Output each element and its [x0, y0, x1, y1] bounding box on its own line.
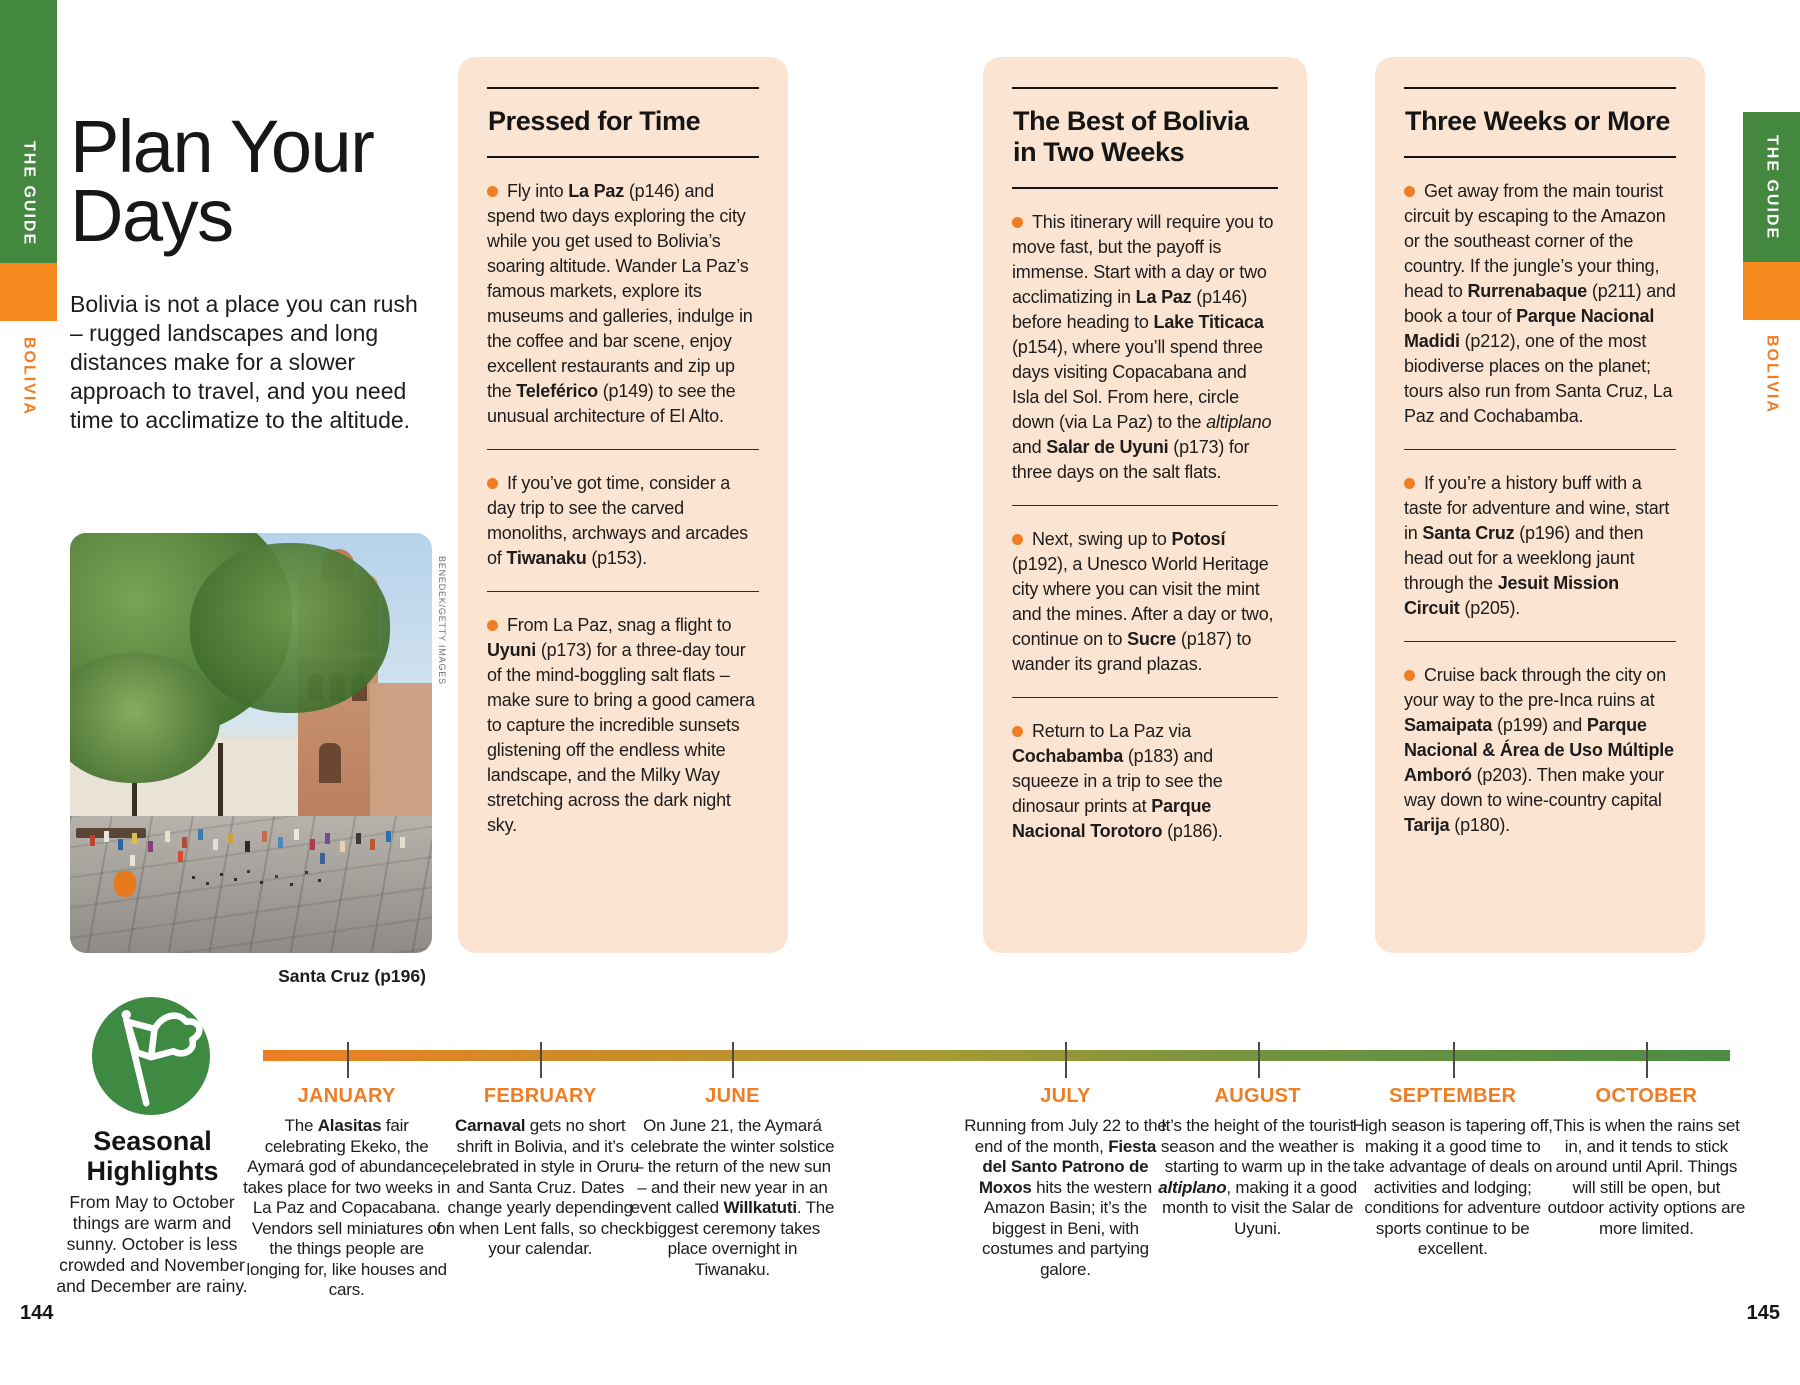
timeline-tick-july — [1065, 1042, 1067, 1078]
photo-pigeons — [220, 873, 223, 876]
page-title-line2: Days — [70, 174, 233, 257]
itinerary-item — [1012, 697, 1278, 864]
card-title: Pressed for Time — [488, 106, 701, 136]
month-text: This is when the rains set in, and it tends to stick around until April. Things will still be open, but outdoor activity options are more limited. — [1547, 1116, 1746, 1238]
month-name: JANUARY — [297, 1085, 396, 1107]
bullet-icon — [487, 186, 498, 197]
seasonal-title: Seasonal Highlights — [86, 1126, 219, 1186]
card-header — [487, 87, 759, 158]
timeline-tick-september — [1453, 1042, 1455, 1078]
itinerary-item — [1012, 505, 1278, 697]
intro-paragraph: Bolivia is not a place you can rush – rugged landscapes and long distances make for a slower approach to travel, and you need time to acclimatize to the altitude. — [70, 291, 418, 433]
month-name: SEPTEMBER — [1389, 1085, 1517, 1107]
card-header — [1012, 87, 1278, 189]
month-name: FEBRUARY — [483, 1085, 597, 1107]
itinerary-item — [1404, 449, 1676, 641]
photo-tree-canopy — [70, 653, 220, 783]
page-title — [70, 105, 374, 257]
section-label: THE GUIDE — [1763, 135, 1781, 241]
itinerary-card-pressed-for-time — [458, 57, 788, 953]
month-entry-january — [243, 1085, 451, 1301]
month-text: High season is tapering off, making it a good time to take advantage of deals on activities and lodging; conditions for adventure sports continue to be excellent. — [1352, 1116, 1553, 1258]
photo-caption: Santa Cruz (p196) — [278, 966, 426, 986]
itinerary-item — [487, 158, 759, 449]
itinerary-item — [1404, 641, 1676, 858]
photo-bench — [76, 828, 146, 838]
right-chapter-tab — [1743, 262, 1800, 320]
month-text: Carnaval gets no short shrift in Bolivia, and it’s celebrated in style in Oruru and Santa Cruz. Dates change yearly depending on when Lent falls, so check your calendar. — [436, 1116, 645, 1258]
timeline-tick-august — [1258, 1042, 1260, 1078]
page-number-left: 144 — [20, 1302, 54, 1324]
timeline-tick-february — [540, 1042, 542, 1078]
month-entry-august — [1154, 1085, 1362, 1239]
photo-arch-door — [319, 743, 341, 783]
month-name: JULY — [1040, 1085, 1091, 1107]
seasonal-description: From May to October things are warm and sunny. October is less crowded and November and December are rainy. — [56, 1192, 248, 1296]
timeline-tick-january — [347, 1042, 349, 1078]
month-name: OCTOBER — [1595, 1085, 1698, 1107]
bullet-icon — [1012, 217, 1023, 228]
itinerary-item-text: Fly into La Paz (p146) and spend two days exploring the city while you get used to Bolivia’s soaring altitude. Wander La Paz’s famous markets, explore its museums and galleries, indulge in the coffee and bar scene, enjoy excellent restaurants and zip up the Teleférico (p149) to see the unusual architecture of El Alto. — [487, 181, 753, 426]
timeline-gradient-bar — [263, 1050, 1730, 1061]
month-text: The Alasitas fair celebrating Ekeko, the Aymará god of abundance, takes place for two weeks in La Paz and Copacabana. Vendors sell miniatures of the things people are longing for, like houses and cars. — [243, 1116, 451, 1299]
month-name: AUGUST — [1214, 1085, 1301, 1107]
chapter-label: BOLIVIA — [1763, 334, 1781, 414]
month-entry-september — [1349, 1085, 1557, 1260]
bullet-icon — [1404, 478, 1415, 489]
month-entry-july — [961, 1085, 1169, 1280]
itinerary-item-text: If you’ve got time, consider a day trip to see the carved monoliths, archways and arcades of Tiwanaku (p153). — [487, 473, 748, 568]
chapter-label: BOLIVIA — [20, 336, 38, 416]
itinerary-card-two-weeks — [983, 57, 1307, 953]
santa-cruz-photo — [70, 533, 432, 953]
section-label: THE GUIDE — [20, 141, 38, 247]
bullet-icon — [1012, 534, 1023, 545]
month-name: JUNE — [705, 1085, 760, 1107]
photo-side-building — [370, 683, 432, 818]
itinerary-card-three-weeks — [1375, 57, 1705, 953]
itinerary-item — [487, 449, 759, 591]
bullet-icon — [1012, 726, 1023, 737]
itinerary-item-text: If you’re a history buff with a taste for adventure and wine, start in Santa Cruz (p196) and then head out for a weeklong jaunt through the Jesuit Mission Circuit (p205). — [1404, 473, 1670, 618]
bullet-icon — [487, 478, 498, 489]
card-header — [1404, 87, 1676, 158]
photo-credit: BENEDEK/GETTY IMAGES — [437, 556, 447, 685]
card-title: Three Weeks or More — [1405, 106, 1670, 136]
itinerary-item-text: Return to La Paz via Cochabamba (p183) and squeeze in a trip to see the dinosaur prints at Parque Nacional Torotoro (p186). — [1012, 721, 1223, 841]
flag-icon — [92, 997, 210, 1115]
bullet-icon — [487, 620, 498, 631]
left-section-label-wrap — [0, 128, 57, 260]
seasonal-badge — [92, 997, 210, 1115]
season-timeline — [243, 1035, 1746, 1380]
bullet-icon — [1404, 670, 1415, 681]
timeline-tick-october — [1646, 1042, 1648, 1078]
itinerary-item — [1404, 158, 1676, 449]
month-entry-october — [1542, 1085, 1750, 1239]
right-section-label-wrap — [1743, 120, 1800, 256]
itinerary-item-text: Get away from the main tourist circuit by escaping to the Amazon or the southeast corner of the country. If the jungle’s your thing, head to Rurrenabaque (p211) and book a tour of Parque Nacional Madidi (p212), one of the most biodiverse places on the planet; tours also run from Santa Cruz, La Paz and Cochabamba. — [1404, 181, 1676, 426]
timeline-tick-june — [732, 1042, 734, 1078]
itinerary-item — [1012, 189, 1278, 505]
photo-crowd — [70, 829, 75, 840]
page-title-line1: Plan Your — [70, 105, 374, 188]
page-number-right: 145 — [1746, 1302, 1780, 1324]
right-chapter-label-wrap — [1743, 328, 1800, 420]
itinerary-item-text: This itinerary will require you to move fast, but the payoff is immense. Start with a day or two acclimatizing in La Paz (p146) before heading to Lake Titicaca (p154), where you’ll spend three days visiting Copacabana and Isla del Sol. From here, circle down (via La Paz) to the altiplano and Salar de Uyuni (p173) for three days on the salt flats. — [1012, 212, 1274, 482]
month-text: It’s the height of the tourist season and the weather is starting to warm up in the altiplano, making it a good month to visit the Salar de Uyuni. — [1158, 1116, 1357, 1238]
photo-orange-bag — [114, 871, 136, 897]
card-title: The Best of Bolivia in Two Weeks — [1013, 106, 1249, 167]
month-entry-june — [628, 1085, 836, 1280]
photo-tree-canopy — [190, 543, 390, 713]
month-text: On June 21, the Aymará celebrate the winter solstice – the return of the new sun – and their new year in an event called Willkatuti. The biggest ceremony takes place overnight in Tiwanaku. — [630, 1116, 835, 1279]
itinerary-item-text: Next, swing up to Potosí (p192), a Unesco World Heritage city where you can visit the mint and the mines. After a day or two, continue on to Sucre (p187) to wander its grand plazas. — [1012, 529, 1274, 674]
itinerary-item-text: Cruise back through the city on your way to the pre-Inca ruins at Samaipata (p199) and Parque Nacional & Área de Uso Múltiple Amboró (p203). Then make your way down to wine-country capital Tarija (p180). — [1404, 665, 1674, 835]
month-text: Running from July 22 to the end of the month, Fiesta del Santo Patrono de Moxos hits the western Amazon Basin; it’s the biggest in Beni, with costumes and partying galore. — [964, 1116, 1167, 1279]
left-chapter-tab — [0, 263, 57, 321]
itinerary-item-text: From La Paz, snag a flight to Uyuni (p173) for a three-day tour of the mind-boggling salt flats – make sure to bring a good camera to capture the incredible sunsets glistening off the endless white landscape, and the Milky Way stretching across the dark night sky. — [487, 615, 755, 835]
month-entry-february — [436, 1085, 644, 1260]
bullet-icon — [1404, 186, 1415, 197]
left-chapter-label-wrap — [0, 330, 57, 422]
itinerary-item — [487, 591, 759, 858]
